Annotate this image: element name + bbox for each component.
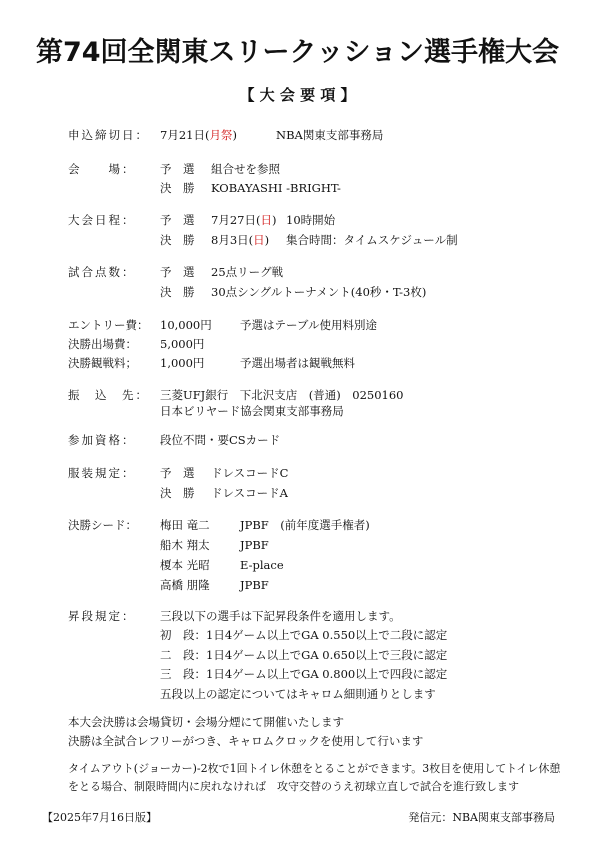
seeds-label: 決勝シード： — [68, 518, 137, 532]
promotion-label: 昇段規定： — [68, 609, 136, 623]
promotion-rule: 初 段：1日4ゲーム以上でGA 0.550以上で二段に認定 — [160, 628, 448, 642]
bank-label: 振 込 先： — [68, 388, 149, 402]
note-line: 決勝は全試合レフリーがつき、キャロムクロックを使用して行います — [68, 734, 424, 748]
points-final-label: 決 勝 — [160, 285, 195, 299]
qualification-value: 段位不問・要CSカード — [160, 433, 281, 447]
venue-label: 会 場： — [68, 162, 136, 176]
document-title: 第74回全関東スリークッション選手権大会 — [35, 37, 560, 68]
schedule-final-label: 決 勝 — [160, 233, 195, 247]
points-label: 試合点数： — [68, 265, 136, 279]
document-subtitle: 【 大 会 要 項 】 — [239, 86, 356, 104]
fee-note: 予選はテーブル使用料別途 — [240, 318, 377, 332]
deadline-label: 申込締切日： — [68, 128, 149, 142]
schedule-qual-time: 10時開始 — [286, 213, 336, 227]
seed-name: 梅田 竜二 — [160, 518, 210, 532]
seed-org: JPBF — [240, 538, 269, 552]
seed-name: 船木 翔太 — [160, 538, 210, 552]
seed-org: JPBF — [240, 578, 269, 592]
seed-org: E-place — [240, 558, 284, 572]
venue-qual-value: 組合せを参照 — [211, 162, 280, 176]
schedule-qual-date: 7月27日(日) — [211, 213, 277, 227]
schedule-final-time: 集合時間：タイムスケジュール制 — [286, 233, 458, 247]
dress-label: 服装規定： — [68, 466, 136, 480]
seed-name: 高橋 朋隆 — [160, 578, 210, 592]
bank-account: 三菱UFJ銀行 下北沢支店 (普通) 0250160 — [160, 388, 404, 402]
schedule-final-date: 8月3日(日) — [211, 233, 270, 247]
promotion-intro: 三段以下の選手は下記昇段条件を適用します。 — [160, 609, 401, 623]
promotion-note: 五段以上の認定についてはキャロム細則通りとします — [160, 687, 436, 701]
note-line: 本大会決勝は会場貸切・会場分煙にて開催いたします — [68, 715, 344, 729]
holiday-mark: 月祭 — [209, 128, 233, 142]
fee-label: 決勝出場費： — [68, 337, 137, 351]
fee-amount: 10,000円 — [160, 318, 212, 332]
fee-label: エントリー費： — [68, 318, 149, 332]
fee-note: 予選出場者は観戦無料 — [240, 356, 355, 370]
sunday-mark: 日 — [253, 233, 265, 247]
venue-final-value: KOBAYASHI -BRIGHT- — [211, 181, 341, 195]
deadline-org: NBA関東支部事務局 — [276, 128, 384, 142]
venue-final-label: 決 勝 — [160, 181, 195, 195]
dress-qual-value: ドレスコードC — [211, 466, 289, 480]
bank-holder: 日本ビリヤード協会関東支部事務局 — [160, 404, 344, 418]
fee-amount: 1,000円 — [160, 356, 205, 370]
seed-org: JPBF (前年度選手権者) — [240, 518, 370, 532]
points-qual-value: 25点リーグ戦 — [211, 265, 284, 279]
points-qual-label: 予 選 — [160, 265, 195, 279]
qualification-label: 参加資格： — [68, 433, 136, 447]
schedule-label: 大会日程： — [68, 213, 136, 227]
dress-final-label: 決 勝 — [160, 486, 195, 500]
points-final-value: 30点シングルトーナメント(40秒・T-3枚) — [211, 285, 427, 299]
promotion-rule: 三 段：1日4ゲーム以上でGA 0.800以上で四段に認定 — [160, 667, 448, 681]
dress-qual-label: 予 選 — [160, 466, 195, 480]
fee-label: 決勝観戦料； — [68, 356, 137, 370]
venue-qual-label: 予 選 — [160, 162, 195, 176]
schedule-qual-label: 予 選 — [160, 213, 195, 227]
timeout-line: タイムアウト(ジョーカー)-2枚で1回トイレ休憩をとることができます。3枚目を使用してトイレ休憩 — [68, 762, 561, 775]
edition-date: 【2025年7月16日版】 — [42, 811, 157, 824]
issuer: 発信元：NBA関東支部事務局 — [408, 811, 555, 824]
seed-name: 榎本 光昭 — [160, 558, 210, 572]
fee-amount: 5,000円 — [160, 337, 205, 351]
timeout-line: をとる場合、制限時間内に戻れなければ 攻守交替のうえ初球立直しで試合を進行致します — [68, 780, 519, 793]
promotion-rule: 二 段：1日4ゲーム以上でGA 0.650以上で三段に認定 — [160, 648, 448, 662]
sunday-mark: 日 — [260, 213, 272, 227]
dress-final-value: ドレスコードA — [211, 486, 288, 500]
deadline-date: 7月21日(月祭) — [160, 128, 237, 142]
